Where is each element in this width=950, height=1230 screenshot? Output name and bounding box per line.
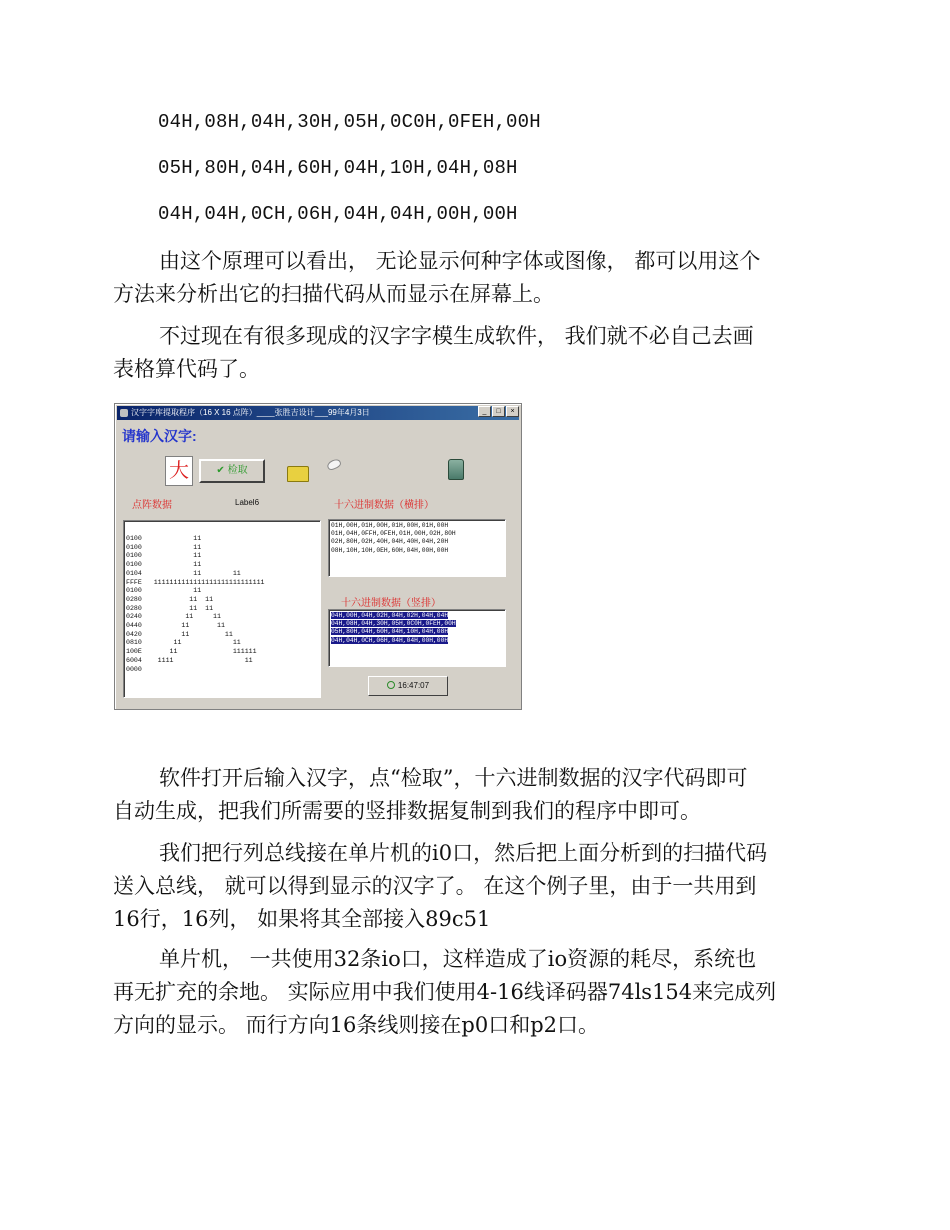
selected-line: 04H,04H,0CH,06H,04H,04H,00H,00H <box>331 636 449 644</box>
app-screenshot <box>114 403 522 710</box>
hex-vertical-textbox[interactable] <box>328 609 506 667</box>
paragraph-line: 方法来分析出它的扫描代码从而显示在屏幕上。 <box>113 282 554 306</box>
close-button[interactable]: × <box>506 406 519 417</box>
dot-matrix-textbox[interactable]: 0100 11 0100 11 0100 11 0100 11 0104 11 11 FFFE 1111111111111111111111111111 0100 11 0280 11 11 0280 11 11 0240 11 11 0440 11 11 0420 11 11 0810 11 11 100E 11 111111 6004 1111 11 0000 <box>123 520 321 698</box>
dot-data-label: 点阵数据 <box>132 500 172 511</box>
paragraph-line: 我们把行列总线接在单片机的i0口，然后把上面分析到的扫描代码 <box>159 841 768 865</box>
paragraph <box>113 320 838 386</box>
paragraph <box>113 762 838 828</box>
window-controls <box>478 406 519 417</box>
paragraph-line: 表格算代码了。 <box>113 357 260 381</box>
folder-icon[interactable] <box>287 466 309 482</box>
paragraph-line: 自动生成，把我们所需要的竖排数据复制到我们的程序中即可。 <box>113 799 701 823</box>
fetch-button[interactable]: ✔ 检取 <box>199 459 265 483</box>
brush-icon[interactable] <box>326 457 342 471</box>
paragraph-line: 再无扩充的余地。 实际应用中我们使用4-16线译码器74ls154来完成列 <box>113 980 777 1004</box>
app-titlebar <box>117 406 519 420</box>
maximize-button[interactable]: □ <box>492 406 505 417</box>
minimize-button[interactable]: _ <box>478 406 491 417</box>
paragraph <box>113 943 838 1042</box>
selected-line: 04H,00H,04H,02H,04H,02H,04H,04H <box>331 612 449 619</box>
char-input[interactable]: 大 <box>165 456 193 486</box>
app-icon <box>120 409 128 417</box>
hex-horizontal-label: 十六进制数据（横排） <box>334 500 434 511</box>
time-text: 16:47:07 <box>397 681 430 690</box>
app-title: 汉字字库提取程序（16 X 16 点阵）____张胜吉设计___99年4月3日 <box>131 408 370 417</box>
selected-line: 05H,80H,04H,60H,04H,10H,04H,08H <box>331 628 449 636</box>
paragraph-line: 16行，16列， 如果将其全部接入89c51 <box>113 907 491 931</box>
time-display[interactable] <box>368 676 448 696</box>
paragraph <box>113 245 838 311</box>
hex-horizontal-textbox[interactable]: 01H,00H,01H,00H,01H,00H,01H,00H 01H,04H,0FFH,0FEH,01H,00H,02H,80H 02H,80H,02H,40H,04H,40H,04H,20H 08H,10H,10H,0EH,60H,04H,00H,00H <box>328 519 506 577</box>
paragraph-line: 软件打开后输入汉字，点“检取”，十六进制数据的汉字代码即可 <box>159 766 748 790</box>
paragraph-line: 方向的显示。 而行方向16条线则接在p0口和p2口。 <box>113 1013 600 1037</box>
paragraph <box>113 837 838 936</box>
paragraph-line: 由这个原理可以看出， 无论显示何种字体或图像， 都可以用这个 <box>159 249 761 273</box>
recycle-bin-icon[interactable] <box>448 459 464 480</box>
selected-line: 04H,08H,04H,30H,05H,0C0H,0FEH,00H <box>331 620 456 628</box>
hex-line: 04H,04H,0CH,06H,04H,04H,00H,00H <box>158 203 518 225</box>
label6: Label6 <box>235 498 260 507</box>
hex-line: 04H,08H,04H,30H,05H,0C0H,0FEH,00H <box>158 111 541 133</box>
paragraph-line: 不过现在有很多现成的汉字字模生成软件， 我们就不必自己去画 <box>159 324 754 348</box>
clock-icon <box>387 681 395 689</box>
hex-vertical-label: 十六进制数据（竖排） <box>341 598 441 609</box>
paragraph-line: 送入总线， 就可以得到显示的汉字了。 在这个例子里，由于一共用到 <box>113 874 757 898</box>
hex-line: 05H,80H,04H,60H,04H,10H,04H,08H <box>158 157 518 179</box>
input-prompt: 请输入汉字: <box>122 428 197 444</box>
paragraph-line: 单片机， 一共使用32条io口，这样造成了io资源的耗尽，系统也 <box>159 947 757 971</box>
